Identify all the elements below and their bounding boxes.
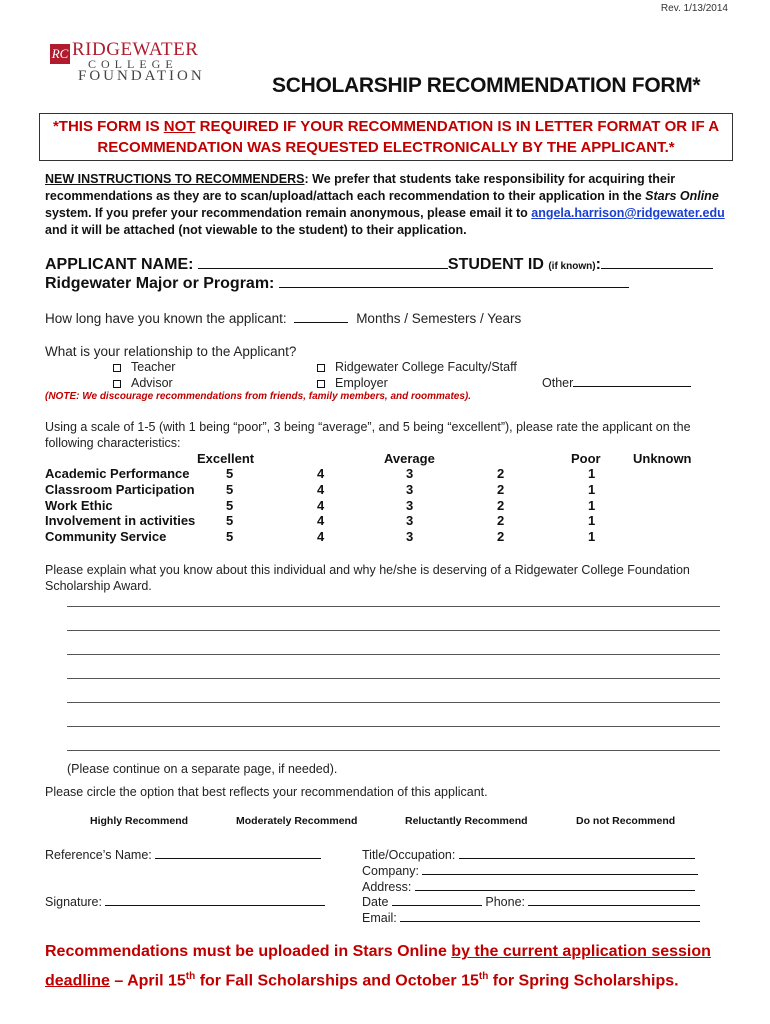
- header-unknown: Unknown: [633, 451, 692, 466]
- applicant-name-field[interactable]: [198, 256, 448, 269]
- rating-score[interactable]: 3: [406, 497, 414, 513]
- address-label: Address:: [362, 880, 412, 894]
- rating-score[interactable]: 5: [226, 513, 234, 529]
- rating-score[interactable]: 5: [226, 529, 234, 545]
- instructions-paragraph: [45, 171, 735, 239]
- option-other: [542, 376, 691, 390]
- explain-line[interactable]: [67, 654, 720, 655]
- rating-score[interactable]: 1: [588, 481, 596, 497]
- rating-score[interactable]: 2: [497, 497, 505, 513]
- footer-text-4: for Spring Scholarships.: [488, 972, 679, 990]
- rating-score[interactable]: 1: [588, 497, 596, 513]
- footer-line-1: [45, 940, 745, 964]
- explain-line[interactable]: [67, 630, 720, 631]
- footer-sup-1: th: [185, 971, 196, 982]
- rating-score[interactable]: 5: [226, 466, 234, 481]
- instructions-heading: NEW INSTRUCTIONS TO RECOMMENDERS: [45, 172, 305, 186]
- company-label: Company:: [362, 864, 419, 878]
- instructions-text-1: : We prefer that students take responsibility for acquiring their recommendations as they are to scan/upload/attach each recommendation to their application in the: [45, 172, 676, 203]
- address-field[interactable]: [415, 878, 695, 891]
- known-label: How long have you known the applicant:: [45, 311, 287, 326]
- rating-row-label: Academic Performance: [45, 466, 190, 481]
- checkbox-icon[interactable]: [113, 380, 121, 388]
- email-field[interactable]: [400, 909, 700, 922]
- rating-score[interactable]: 4: [317, 466, 325, 481]
- signature-row: [45, 893, 325, 909]
- notice-text-1: *THIS FORM IS: [52, 118, 164, 135]
- rating-score[interactable]: 3: [406, 481, 414, 497]
- rating-score[interactable]: 3: [406, 529, 414, 545]
- circle-prompt: Please circle the option that best reflects your recommendation of this applicant.: [45, 785, 488, 799]
- rating-score[interactable]: 1: [588, 466, 596, 481]
- major-row: [45, 275, 629, 293]
- logo-ridgewater: RIDGEWATER: [72, 39, 199, 60]
- rating-score[interactable]: 5: [226, 497, 234, 513]
- footer-text-2: – April 15: [109, 972, 186, 990]
- title-field[interactable]: [459, 846, 695, 859]
- stars-online-text: Stars Online: [645, 189, 719, 203]
- rating-row-label: Involvement in activities: [45, 513, 196, 529]
- notice-box: [39, 113, 733, 161]
- rating-score[interactable]: 4: [317, 513, 325, 529]
- rating-score[interactable]: 2: [497, 529, 505, 545]
- other-label: Other: [542, 376, 574, 390]
- logo-college: COLLEGE: [88, 57, 178, 71]
- company-field[interactable]: [422, 862, 698, 875]
- revision-date: Rev. 1/13/2014: [660, 3, 728, 14]
- option-do-not-recommend[interactable]: Do not Recommend: [576, 815, 676, 827]
- footer-sup-2: th: [478, 971, 489, 982]
- footer-line-2: [45, 965, 745, 993]
- known-units: Months / Semesters / Years: [356, 311, 522, 326]
- notice-text-2: REQUIRED IF YOUR RECOMMENDATION IS IN LETTER FORMAT OR IF A: [195, 118, 720, 135]
- rating-score[interactable]: 5: [226, 481, 234, 497]
- header-average: Average: [384, 451, 435, 466]
- student-id-hint: (if known): [548, 261, 596, 272]
- address-row: [362, 878, 695, 894]
- applicant-name-label: APPLICANT NAME:: [45, 256, 194, 273]
- explain-text-2: Scholarship Award.: [45, 579, 152, 593]
- checkbox-icon[interactable]: [113, 364, 121, 372]
- signature-label: Signature:: [45, 895, 102, 909]
- rating-intro-1: Using a scale of 1-5 (with 1 being “poor”, 3 being “average”, and 5 being “excellent”), please rate the applicant on the: [45, 420, 691, 434]
- applicant-name-row: [45, 256, 713, 274]
- header-poor: Poor: [571, 451, 601, 466]
- checkbox-icon[interactable]: [317, 364, 325, 372]
- rating-score[interactable]: 4: [317, 529, 325, 545]
- explain-line[interactable]: [67, 678, 720, 679]
- explain-line[interactable]: [67, 702, 720, 703]
- continue-note: (Please continue on a separate page, if needed).: [67, 762, 338, 776]
- option-advisor[interactable]: Advisor: [113, 376, 173, 390]
- logo-mark: RC: [50, 44, 70, 64]
- date-phone-row: [362, 893, 700, 909]
- checkbox-icon[interactable]: [317, 380, 325, 388]
- email-label: Email:: [362, 911, 397, 925]
- rating-intro-2: following characteristics:: [45, 436, 181, 450]
- footer-deadline-2: deadline: [45, 972, 110, 990]
- logo-foundation: FOUNDATION: [78, 68, 205, 84]
- rating-score[interactable]: 1: [588, 529, 596, 545]
- known-row: [45, 310, 521, 326]
- option-moderately-recommend[interactable]: Moderately Recommend: [236, 815, 358, 827]
- company-row: [362, 862, 698, 878]
- footer-text-1: Recommendations must be uploaded in Stars Online: [45, 943, 452, 960]
- student-id-field[interactable]: [601, 256, 713, 269]
- rating-row-label: Community Service: [45, 529, 167, 545]
- known-field[interactable]: [294, 310, 348, 323]
- rating-score[interactable]: 3: [406, 513, 414, 529]
- relationship-note: (NOTE: We discourage recommendations from friends, family members, and roommates).: [45, 391, 472, 402]
- phone-field[interactable]: [528, 893, 700, 906]
- rating-score[interactable]: 2: [497, 466, 505, 481]
- other-field[interactable]: [573, 376, 691, 387]
- option-faculty-staff[interactable]: Ridgewater College Faculty/Staff: [317, 360, 517, 374]
- instructions-text-2: system. If you prefer your recommendation remain anonymous, please email it to: [45, 206, 532, 220]
- option-reluctantly-recommend[interactable]: Reluctantly Recommend: [405, 815, 528, 827]
- relationship-question: What is your relationship to the Applicant?: [45, 344, 297, 359]
- rating-score[interactable]: 4: [317, 497, 325, 513]
- email-link[interactable]: angela.harrison@ridgewater.edu: [531, 206, 725, 220]
- phone-label: Phone:: [485, 895, 525, 909]
- rating-score[interactable]: 1: [588, 513, 596, 529]
- reference-name-row: [45, 846, 321, 862]
- date-label: Date: [362, 895, 389, 909]
- explain-line[interactable]: [67, 750, 720, 751]
- explain-text-1: Please explain what you know about this individual and why he/she is deserving of a Ridgewater College Foundation: [45, 563, 690, 577]
- email-row: [362, 909, 700, 925]
- option-teacher[interactable]: Teacher: [113, 360, 175, 374]
- rating-row-label: Work Ethic: [45, 497, 113, 513]
- rating-score[interactable]: 2: [497, 513, 505, 529]
- page-title: SCHOLARSHIP RECOMMENDATION FORM*: [272, 74, 701, 97]
- option-employer[interactable]: Employer: [317, 376, 388, 390]
- student-id-label: STUDENT ID: [447, 256, 544, 273]
- explain-line[interactable]: [67, 726, 720, 727]
- reference-name-field[interactable]: [155, 846, 321, 859]
- date-field[interactable]: [392, 893, 482, 906]
- rating-score[interactable]: 2: [497, 481, 505, 497]
- signature-field[interactable]: [105, 893, 325, 906]
- reference-name-label: Reference’s Name:: [45, 848, 152, 862]
- header-excellent: Excellent: [197, 451, 255, 466]
- rating-score[interactable]: 3: [406, 466, 414, 481]
- explain-line[interactable]: [67, 606, 720, 607]
- rating-row-label: Classroom Participation: [45, 481, 195, 497]
- notice-not: NOT: [163, 118, 196, 135]
- footer-deadline-1: by the current application session: [451, 943, 711, 960]
- rating-score[interactable]: 4: [317, 481, 325, 497]
- student-id-colon: :: [595, 256, 601, 273]
- notice-text-3: RECOMMENDATION WAS REQUESTED ELECTRONICALLY BY THE APPLICANT.*: [97, 139, 675, 156]
- major-field[interactable]: [279, 275, 629, 288]
- title-label: Title/Occupation:: [362, 848, 456, 862]
- title-row: [362, 846, 695, 862]
- major-label: Ridgewater Major or Program:: [45, 275, 275, 292]
- instructions-text-3: and it will be attached (not viewable to the student) to their application.: [45, 223, 467, 237]
- option-highly-recommend[interactable]: Highly Recommend: [90, 815, 189, 827]
- footer-text-3: for Fall Scholarships and October 15: [195, 972, 479, 990]
